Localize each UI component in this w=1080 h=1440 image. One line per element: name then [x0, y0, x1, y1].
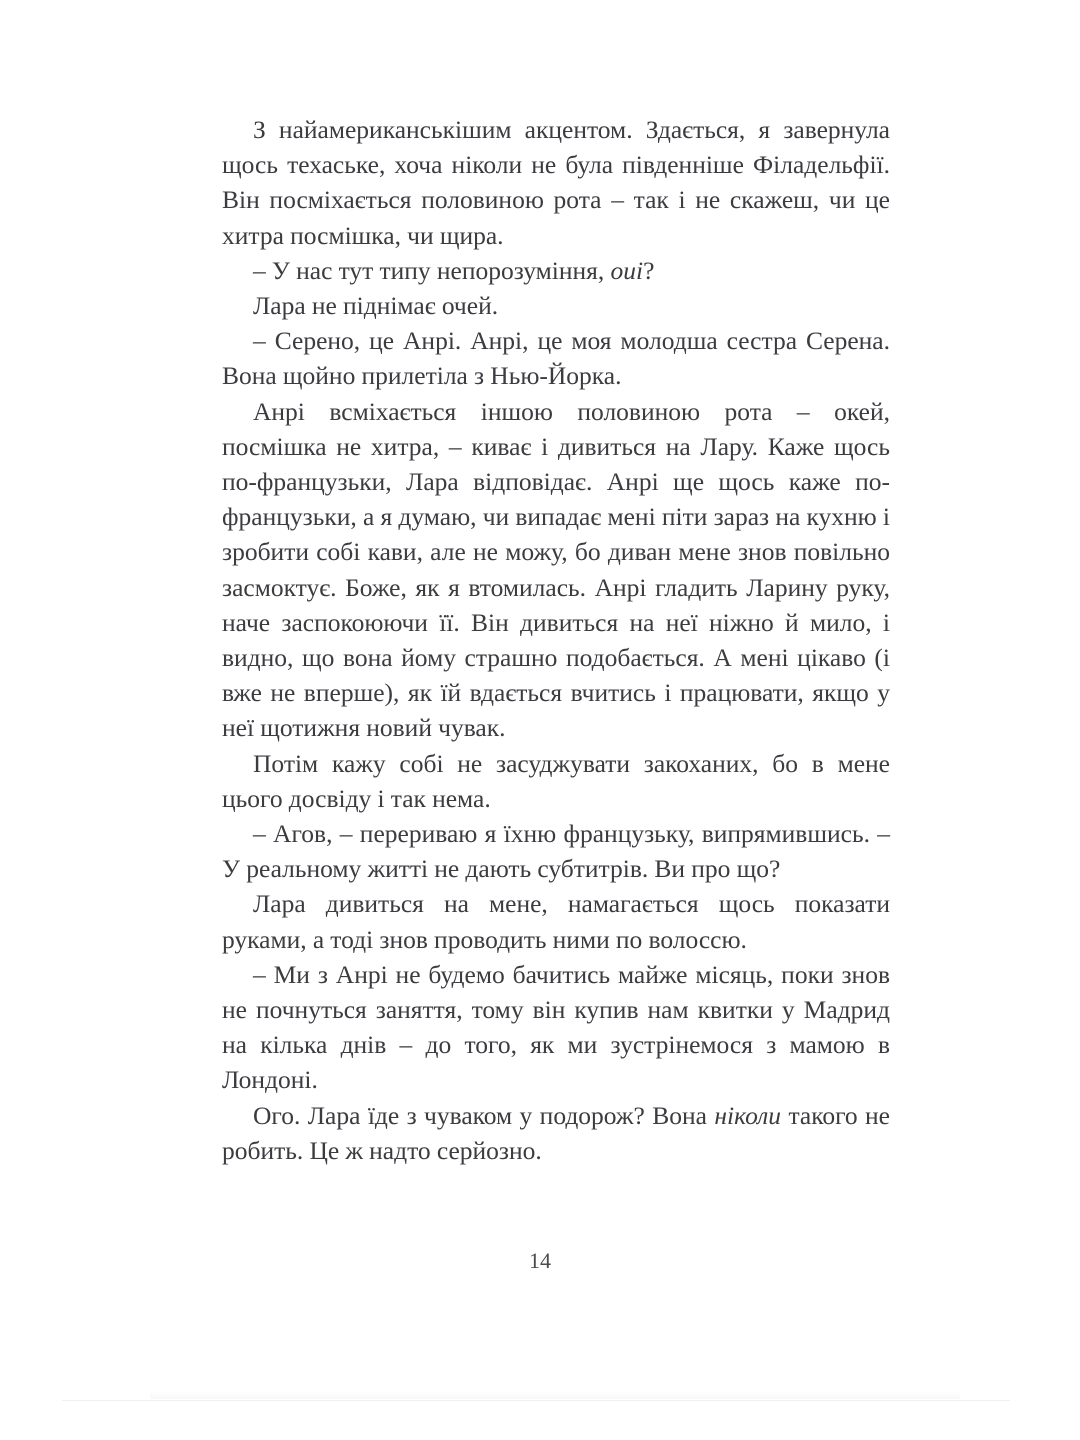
paragraph-narrative-2: Лара не піднімає очей.: [253, 291, 499, 321]
dialogue-text-after-emphasis: ?: [643, 255, 655, 285]
emphasis-nikoly: ніколи: [714, 1100, 782, 1130]
page-number: 14: [529, 1248, 551, 1273]
paragraph-dialogue-travel-plans: – Ми з Анрі не будемо бачитись майже місяць, поки знов не почнуться заняття, тому він купив нам квитки у Мадрид на кілька днів – до того, як ми зустрінемося з мамою в Лондоні.: [222, 959, 890, 1095]
paragraph-narrative-4: Потім кажу собі не засуджувати закоханих, бо в мене цього досвіду і так нема.: [222, 748, 890, 813]
paragraph-dialogue-interruption: – Агов, – перериваю я їхню французьку, випрямившись. – У реальному житті не дають субтитрів. Ви про що?: [222, 819, 890, 884]
paragraph-narrative-1: З найамериканськішим акцентом. Здається, я завернула щось техаське, хоча ніколи не була південніше Філадельфії. Він посміхається половиною рота – так і не скажеш, чи це хитра посмішка, чи щира.: [222, 115, 890, 250]
body-text-column: [222, 112, 890, 1168]
paragraph-narrative-5: Лара дивиться на мене, намагається щось показати руками, а тоді знов проводить ними по волоссю.: [222, 889, 890, 954]
closing-text-before-emphasis: Ого. Лара їде з чуваком у подорож? Вона: [253, 1100, 715, 1130]
paragraph-dialogue-introduction: – Серено, це Анрі. Анрі, це моя молодша сестра Серена. Вона щойно прилетіла з Нью-Йорка.: [222, 326, 890, 391]
page-edge-shadow: [150, 1392, 960, 1399]
emphasis-oui: oui: [610, 255, 644, 285]
paragraph-dialogue-oui: [222, 253, 890, 288]
closing-text-after-emphasis: такого не робить. Це ж надто серйозно.: [222, 1100, 890, 1165]
dialogue-text-before-emphasis: – У нас тут типу непорозуміння,: [253, 255, 611, 285]
paragraph-narrative-3: Анрі всміхається іншою половиною рота – окей, посмішка не хитра, – киває і дивиться на Лару. Каже щось по-французьки, Лара відповідає. Анрі ще щось каже по-французьки, а я думаю, чи випадає мені піти зараз на кухню і зробити собі кави, але не можу, бо диван мене знов повільно засмоктує. Боже, як я втомилась. Анрі гладить Ларину руку, наче заспокоюючи її. Він дивиться на неї ніжно й мило, і видно, що вона йому страшно подобається. А мені цікаво (і вже не вперше), як їй вдається вчитись і працювати, якщо у неї щотижня новий чувак.: [222, 396, 890, 743]
page-edge-line: [62, 1400, 1010, 1401]
paragraph-narrative-closing: [222, 1098, 890, 1168]
